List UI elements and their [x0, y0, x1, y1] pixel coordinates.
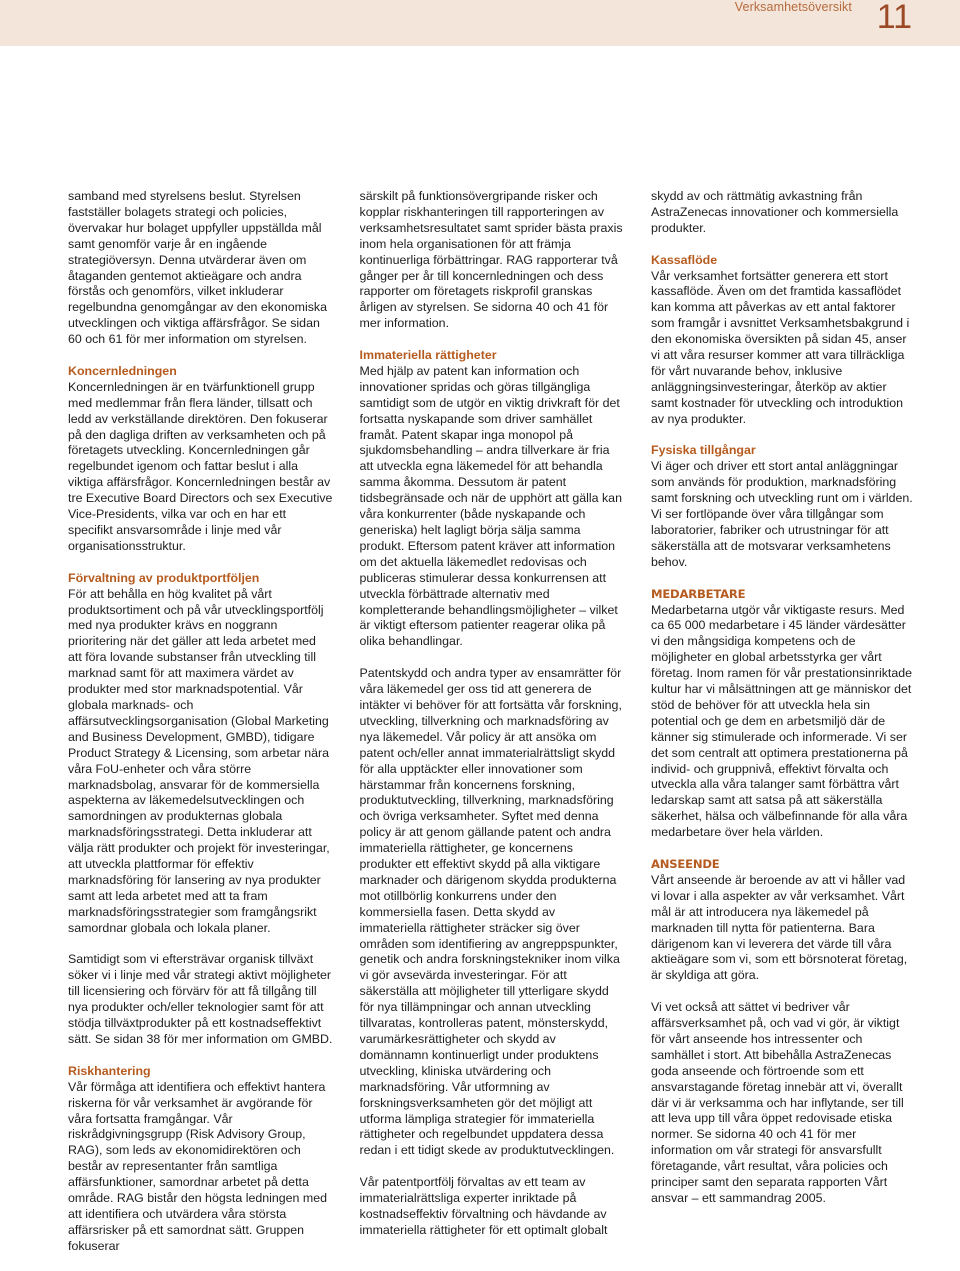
article-columns	[68, 189, 916, 1269]
paragraph: samband med styrelsens beslut. Styrelsen fastställer bolagets strategi och policies, övervakar hur bolaget uppfyller uppställda mål samt genomför varje år en ingående strategiöversyn. Denna utvärderar även om åtaganden gentemot aktieägare och andra förstås och genomförs, vilket inkluderar regelbundna genomgångar av den ekonomiska utvecklingen och viktiga affärsfrågor. Se sidan 60 och 61 för mer information om styrelsen.	[68, 189, 328, 347]
paragraph: För att behålla en hög kvalitet på vårt produktsortiment och på vår utvecklingsportfölj med nya produkter krävs en noggrann prioritering när det gäller att leda arbetet med att föra lovande substanser från utveckling till marknad samt för att maximera värdet av produkter med stor marknadspotential. Vår globala marknads- och affärsutvecklingsorganisation (Global Marketing and Business Development, GMBD), tidigare Product Strategy & Licensing, som arbetar nära våra FoU-enheter och våra större marknadsbolag, ansvarar för de kommersiella aspekterna av läkemedelsutvecklingen och samordningen av produkternas globala marknadsföringsstrategi. Detta inkluderar att välja rätt produkter och projekt för investeringar, att utveckla plattformar för effektiv marknadsföring för lansering av nya produkter samt att leda arbetet med att ta fram marknadsföringsstrategier som framgångsrikt samordnar globala och lokala planer.	[68, 586, 330, 935]
paragraph: Vår verksamhet fortsätter generera ett stort kassaflöde. Även om det framtida kassaflödet kan komma att påverkas av ett antal faktorer som framgår i avsnittet Verksamhetsbakgrund i den ekonomiska översikten på sidan 45, anser vi att våra resurser kommer att vara tillräckliga för vårt nuvarande behov, inklusive anläggningsinvesteringar, återköp av aktier samt kostnader för utveckling och introduktion av nya produkter.	[651, 268, 910, 426]
paragraph: Vår förmåga att identifiera och effektivt hantera riskerna för vår verksamhet är avgörande för våra fortsatta framgångar. Vår riskrådgivningsgrupp (Risk Advisory Group, RAG), som leds av ekonomidirektören och består av representanter från samtliga affärsfunktioner, samordnar arbetet på detta område. RAG bistår den högsta ledningen med att identifiera och utvärdera våra största affärsrisker på ett samordnat sätt. Gruppen fokuserar	[68, 1079, 327, 1253]
paragraph: Vårt anseende är beroende av att vi håller vad vi lovar i alla aspekter av vår verksamhet. Vårt mål är att introducera nya läkemedel på marknaden till nytta för patienterna. Bara därigenom kan vi leverera det värde till våra aktieägare som vi, som ett börsnoterat företag, är skyldiga att göra.	[651, 872, 908, 983]
section-heading: Förvaltning av produktportföljen	[68, 570, 260, 585]
paragraph: skydd av och rättmätig avkastning från AstraZenecas innovationer och kommersiella produkter.	[651, 189, 899, 235]
text-block	[651, 443, 916, 570]
page-header	[0, 0, 960, 46]
page-number: 11	[876, 0, 912, 36]
section-heading: Fysiska tillgångar	[651, 443, 756, 458]
section-heading: Riskhantering	[68, 1063, 151, 1078]
text-block	[360, 348, 625, 650]
paragraph: Vår patentportfölj förvaltas av ett team av immaterialrättsliga experter inriktade på kostnadseffektiv förvaltning och hävdande av immateriella rättigheter för ett optimalt globalt	[359, 1175, 608, 1237]
text-block	[68, 952, 333, 1047]
column-1	[68, 189, 333, 1267]
paragraph: Patentskydd och andra typer av ensamrätter för våra läkemedel ger oss tid att generera de intäkter vi behöver för att fortsätta vår forskning, utveckling, tillverkning och marknadsföring av nya läkemedel. Vår policy är att ansöka om patent och/eller annat immaterialrättsligt skydd för alla upptäckter eller innovationer som härstammar från koncernens forskning, produktutveckling, tillverkning, marknadsföring och övriga verksamheter. Syftet med denna policy är att genom gällande patent och andra immateriella rättigheter, ge koncernens produkter ett effektivt skydd på alla viktigare marknader och därigenom skydda produkterna mot otillbörlig konkurrens under den kommersiella fasen. Detta skydd av immateriella rättigheter sträcker sig över områden som identifiering av angreppspunkter, genetik och andra forskningstekniker inom vilka vi gör avsevärda investeringar. För att säkerställa att möjligheter till ytterligare skydd för nya tillämpningar och annan utveckling tillvaratas, kontrolleras patent, mönsterskydd, varumärkesrättigheter och skydd av domännamn kontinuerligt under produktens utveckling, kliniska utvärdering och marknadsföring. Vår utformning av forskningsverksamheten gör det möjligt att utforma lämpliga strategier för immateriella rättigheter och regelbundet uppdatera dessa redan i ett tidigt skede av produktutvecklingen.	[359, 666, 622, 1158]
column-3	[651, 189, 916, 1267]
paragraph: Vi vet också att sättet vi bedriver vår affärsverksamhet på, och vad vi gör, är viktigt för vårt anseende hos intressenter och samhället i stort. Att bibehålla AstraZenecas goda anseende och förtroende som ett ansvarstagande företag innebär att vi, överallt där vi är verksamma och har inflytande, ser till att leva upp till våra öppet redovisade etiska normer. Se sidorna 40 och 41 för mer information om vår strategi för ansvarsfullt företagande, vårt resultat, våra policies och principer samt den separata rapporten Vårt ansvar – ett sammandrag 2005.	[651, 1000, 904, 1206]
section-heading: Immateriella rättigheter	[359, 348, 497, 363]
text-block	[68, 364, 333, 555]
paragraph: särskilt på funktionsövergripande risker och kopplar riskhanteringen till rapporteringen av verksamhetsresultatet samt sprider bästa praxis inom hela organisationen för att främja kontinuerliga förbättringar. RAG rapporterar två gånger per år till koncernledningen och dess rapporter om företagets riskprofil granskas årligen av styrelsen. Se sidorna 40 och 41 för mer information.	[359, 189, 623, 331]
text-block	[651, 1000, 916, 1207]
text-block	[360, 666, 625, 1159]
paragraph: Med hjälp av patent kan information och innovationer spridas och göras tillgängliga samtidigt som de utgör en viktig drivkraft för det fortsatta nyskapande som driver samhället framåt. Patent skapar inga monopol på sjukdomsbehandling – andra tillverkare är fria att utveckla egna läkemedel för att behandla samma åkomma. Dessutom är patent tidsbegränsade och när de upphört att gälla kan våra konkurrenter (både nyskapande och generiska) helt lagligt börja sälja samma produkt. Eftersom patent kräver att information om det aktuella läkemedlet redovisas och publiceras stimulerar dessa konkurrensen att utveckla förbättrade alternativ med kompletterande behandlingsmöjligheter – vilket är viktigt eftersom patienter reagerar olika på olika behandlingar.	[359, 363, 622, 649]
column-2	[360, 189, 625, 1267]
text-block	[68, 571, 333, 937]
text-block	[651, 189, 916, 237]
paragraph: Koncernledningen är en tvärfunktionell grupp med medlemmar från flera länder, tillsatt och ledd av verkställande direktören. Den fokuserar på den dagliga driften av verksamheten och på företagets utveckling. Koncernledningen går regelbundet igenom och fattar beslut i alla viktiga affärsfrågor. Koncernledningen består av tre Executive Board Directors och sex Executive Vice-Presidents, vilka var och en har ett specifikt ansvarsområde i linje med vår organisationsstruktur.	[68, 379, 333, 553]
paragraph: Samtidigt som vi eftersträvar organisk tillväxt söker vi i linje med vår strategi aktivt möjligheter till licensiering och förvärv för att få tillgång till nya produkter och/eller teknologier samt för att stödja tillväxtprodukter på ett kostnadseffektivt sätt. Se sidan 38 för mer information om GMBD.	[68, 952, 333, 1046]
text-block	[68, 1064, 333, 1255]
paragraph: Vi äger och driver ett stort antal anläggningar som används för produktion, marknadsföring samt forskning och utveckling runt om i världen. Vi ser fortlöpande över våra tillgångar som laboratorier, fabriker och utrustningar för att säkerställa att de motsvarar verksamhetens behov.	[651, 459, 913, 569]
section-heading: ANSEENDE	[651, 857, 720, 871]
text-block	[360, 1175, 625, 1239]
paragraph: Medarbetarna utgör vår viktigaste resurs. Med ca 65 000 medarbetare i 45 länder värdesätter vi den mångsidiga kompetens och de möjligheter en global arbetsstyrka ger vårt företag. Inom ramen för vår prestationsinriktade kultur har vi målsättningen att ge människor det stöd de behöver för att utveckla hela sin potential och ge dem en arbetsmiljö där de känner sig stimulerade och informerade. Vi ser det som centralt att optimera prestationerna på individ- och gruppnivå, effektivt förvalta och utveckla alla våra talanger samt förbättra vårt ledarskap samt att satsa på att säkerställa säkerhet, hälsa och välbefinnande för alla våra medarbetare över hela världen.	[651, 602, 913, 840]
text-block	[360, 189, 625, 332]
text-block	[68, 189, 333, 348]
section-heading: Koncernledningen	[68, 363, 177, 378]
text-block	[651, 253, 916, 428]
text-block	[651, 587, 916, 842]
section-heading: Kassaflöde	[651, 252, 718, 267]
text-block	[651, 857, 916, 984]
header-section-title: Verksamhetsöversikt	[734, 0, 852, 14]
section-heading: MEDARBETARE	[651, 586, 746, 601]
